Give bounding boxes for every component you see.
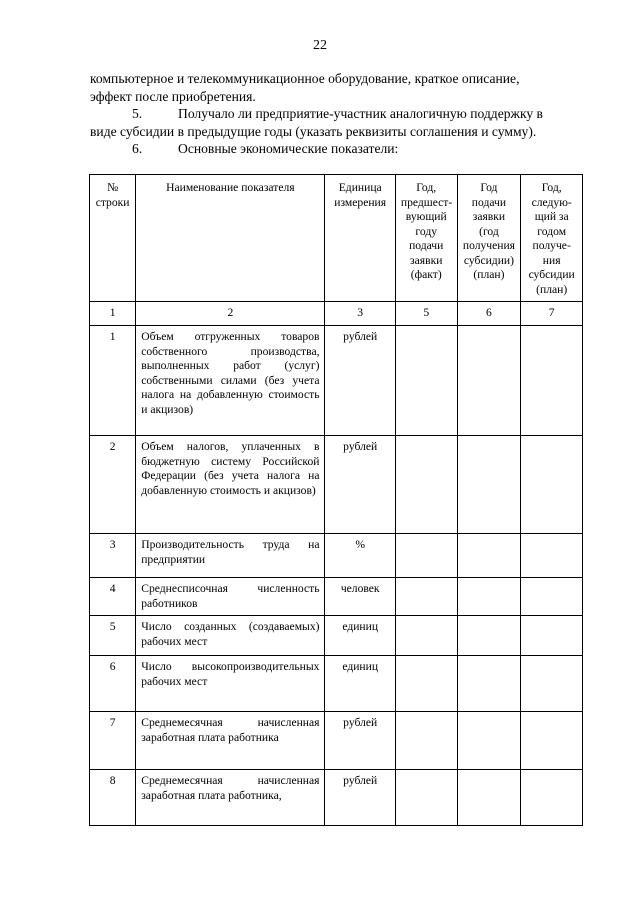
row-number: 3: [90, 534, 136, 578]
paragraph-item-6: [90, 140, 595, 158]
item-number: 5.: [132, 106, 143, 121]
value-cell-application-year[interactable]: [457, 436, 521, 534]
column-number: 5: [395, 302, 457, 326]
column-number: 7: [521, 302, 583, 326]
value-cell-application-year[interactable]: [457, 770, 521, 826]
table-body: [90, 302, 583, 826]
value-cell-prior-year[interactable]: [395, 534, 457, 578]
indicator-name: Среднемесячная начисленная заработная плата работника,: [136, 770, 325, 826]
table-row: [90, 656, 583, 712]
text-line: компьютерное и телекоммуникационное оборудование, краткое описание,: [90, 71, 520, 86]
text-line: эффект после приобретения.: [90, 88, 256, 104]
table-row: [90, 578, 583, 616]
indicator-name: Производительность труда на предприятии: [136, 534, 325, 578]
unit-of-measure: рублей: [325, 770, 395, 826]
value-cell-next-year[interactable]: [521, 616, 583, 656]
item-text-cont: виде субсидии в предыдущие годы (указать реквизиты соглашения и сумму).: [90, 123, 537, 139]
value-cell-prior-year[interactable]: [395, 436, 457, 534]
column-number: 6: [457, 302, 521, 326]
row-number: 8: [90, 770, 136, 826]
indicator-name: Объем отгруженных товаров собственного производства, выполненных работ (услуг) собственными силами (без учета налога на добавленную стоимость и акцизов): [136, 326, 325, 436]
value-cell-next-year[interactable]: [521, 770, 583, 826]
indicator-name: Число созданных (создаваемых) рабочих мест: [136, 616, 325, 656]
item-text: Получало ли предприятие-участник аналогичную поддержку в: [178, 106, 543, 121]
row-number: 5: [90, 616, 136, 656]
indicators-table: [89, 174, 583, 826]
value-cell-next-year[interactable]: [521, 578, 583, 616]
row-number: 6: [90, 656, 136, 712]
value-cell-application-year[interactable]: [457, 326, 521, 436]
column-header: Единица измерения: [325, 175, 395, 302]
row-number: 4: [90, 578, 136, 616]
table-row: [90, 436, 583, 534]
item-number: 6.: [132, 141, 143, 156]
value-cell-prior-year[interactable]: [395, 616, 457, 656]
value-cell-next-year[interactable]: [521, 436, 583, 534]
indicator-name: Объем налогов, уплаченных в бюджетную систему Российской Федерации (без учета налога на добавленную стоимость и акцизов): [136, 436, 325, 534]
value-cell-prior-year[interactable]: [395, 326, 457, 436]
paragraph-item-5: [90, 105, 595, 140]
column-number: 2: [136, 302, 325, 326]
value-cell-next-year[interactable]: [521, 712, 583, 770]
value-cell-next-year[interactable]: [521, 534, 583, 578]
table-row: [90, 770, 583, 826]
unit-of-measure: %: [325, 534, 395, 578]
value-cell-application-year[interactable]: [457, 712, 521, 770]
value-cell-application-year[interactable]: [457, 616, 521, 656]
unit-of-measure: единиц: [325, 616, 395, 656]
table-row: [90, 616, 583, 656]
body-text: [90, 70, 595, 158]
value-cell-prior-year[interactable]: [395, 578, 457, 616]
table-header-row: [90, 175, 583, 302]
column-number: 1: [90, 302, 136, 326]
value-cell-prior-year[interactable]: [395, 656, 457, 712]
row-number: 1: [90, 326, 136, 436]
value-cell-next-year[interactable]: [521, 326, 583, 436]
unit-of-measure: рублей: [325, 712, 395, 770]
column-header: Год, предшест- вующий году подачи заявки (факт): [395, 175, 457, 302]
page-number: 22: [313, 38, 327, 53]
row-number: 7: [90, 712, 136, 770]
value-cell-prior-year[interactable]: [395, 712, 457, 770]
column-header: Год подачи заявки (год получения субсидии) (план): [457, 175, 521, 302]
unit-of-measure: рублей: [325, 326, 395, 436]
indicator-name: Среднесписочная численность работников: [136, 578, 325, 616]
indicator-name: Число высокопроизводительных рабочих мест: [136, 656, 325, 712]
column-number: 3: [325, 302, 395, 326]
unit-of-measure: рублей: [325, 436, 395, 534]
value-cell-application-year[interactable]: [457, 534, 521, 578]
column-number-row: [90, 302, 583, 326]
row-number: 2: [90, 436, 136, 534]
column-header: Год, следую- щий за годом получе- ния субсидии (план): [521, 175, 583, 302]
unit-of-measure: человек: [325, 578, 395, 616]
table-row: [90, 534, 583, 578]
value-cell-prior-year[interactable]: [395, 770, 457, 826]
unit-of-measure: единиц: [325, 656, 395, 712]
item-text: Основные экономические показатели:: [178, 141, 399, 156]
indicator-name: Среднемесячная начисленная заработная плата работника: [136, 712, 325, 770]
value-cell-application-year[interactable]: [457, 656, 521, 712]
paragraph-continuation: [90, 70, 595, 105]
column-header: Наименование показателя: [136, 175, 325, 302]
table-row: [90, 712, 583, 770]
table-row: [90, 326, 583, 436]
value-cell-next-year[interactable]: [521, 656, 583, 712]
column-header: № строки: [90, 175, 136, 302]
value-cell-application-year[interactable]: [457, 578, 521, 616]
